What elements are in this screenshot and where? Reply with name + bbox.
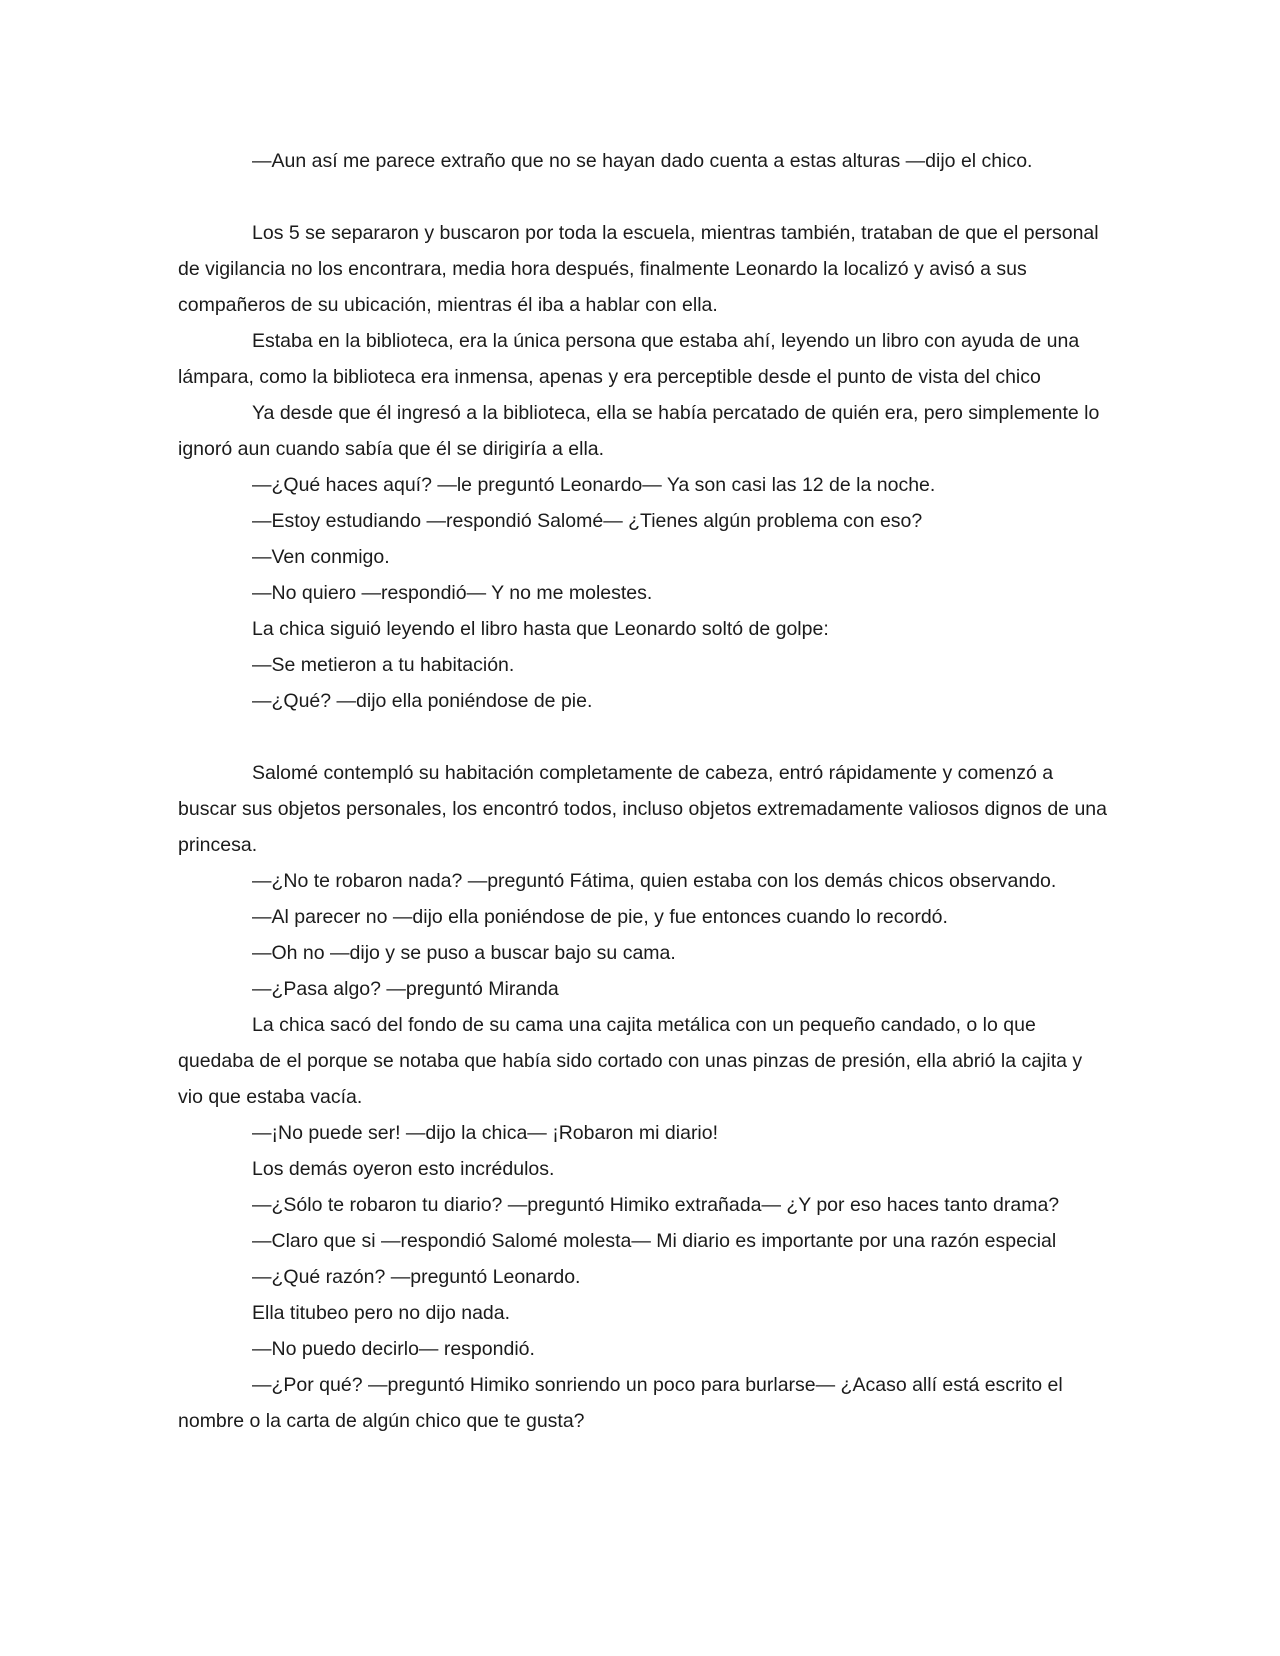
paragraph: —¿Qué haces aquí? —le preguntó Leonardo— Ya son casi las 12 de la noche. xyxy=(252,474,936,496)
paragraph-spacer xyxy=(178,719,1108,755)
paragraph: Ella titubeo pero no dijo nada. xyxy=(252,1302,511,1324)
paragraph: —Oh no —dijo y se puso a buscar bajo su cama. xyxy=(252,942,676,964)
paragraph: —Estoy estudiando —respondió Salomé— ¿Tienes algún problema con eso? xyxy=(252,510,923,532)
paragraph: —¿Por qué? —preguntó Himiko sonriendo un poco para burlarse— ¿Acaso allí está escrito el nombre o la carta de algún chico que te gusta? xyxy=(178,1374,1063,1432)
paragraph: —Claro que si —respondió Salomé molesta— Mi diario es importante por una razón especial xyxy=(252,1230,1057,1252)
paragraph: —¿Qué? —dijo ella poniéndose de pie. xyxy=(252,690,593,712)
paragraph: La chica sacó del fondo de su cama una cajita metálica con un pequeño candado, o lo que quedaba de el porque se notaba que había sido cortado con unas pinzas de presión, ella abrió la cajita y vio que estaba vacía. xyxy=(178,1014,1083,1108)
document-body xyxy=(178,143,1108,1439)
paragraph: Los 5 se separaron y buscaron por toda la escuela, mientras también, trataban de que el personal de vigilancia no los encontrara, media hora después, finalmente Leonardo la localizó y avisó a sus compañeros de su ubicación, mientras él iba a hablar con ella. xyxy=(178,222,1099,316)
paragraph: —¿Sólo te robaron tu diario? —preguntó Himiko extrañada— ¿Y por eso haces tanto drama? xyxy=(252,1194,1060,1216)
paragraph: —¿Qué razón? —preguntó Leonardo. xyxy=(252,1266,581,1288)
paragraph: —Al parecer no —dijo ella poniéndose de pie, y fue entonces cuando lo recordó. xyxy=(252,906,948,928)
paragraph: —No puedo decirlo— respondió. xyxy=(252,1338,535,1360)
paragraph: Ya desde que él ingresó a la biblioteca, ella se había percatado de quién era, pero simplemente lo ignoró aun cuando sabía que él se dirigiría a ella. xyxy=(178,402,1100,460)
paragraph-spacer xyxy=(178,179,1108,215)
paragraph: La chica siguió leyendo el libro hasta que Leonardo soltó de golpe: xyxy=(252,618,829,640)
paragraph: Salomé contempló su habitación completamente de cabeza, entró rápidamente y comenzó a buscar sus objetos personales, los encontró todos, incluso objetos extremadamente valiosos dignos de una princesa. xyxy=(178,762,1107,856)
paragraph: —¿No te robaron nada? —preguntó Fátima, quien estaba con los demás chicos observando. xyxy=(252,870,1057,892)
paragraph: —No quiero —respondió— Y no me molestes. xyxy=(252,582,653,604)
paragraph: —¿Pasa algo? —preguntó Miranda xyxy=(252,978,559,1000)
paragraph: —Ven conmigo. xyxy=(252,546,390,568)
paragraph: —¡No puede ser! —dijo la chica— ¡Robaron mi diario! xyxy=(252,1122,719,1144)
paragraph: —Se metieron a tu habitación. xyxy=(252,654,515,676)
paragraph: Los demás oyeron esto incrédulos. xyxy=(252,1158,555,1180)
paragraph: Estaba en la biblioteca, era la única persona que estaba ahí, leyendo un libro con ayuda de una lámpara, como la biblioteca era inmensa, apenas y era perceptible desde el punto de vista del chico xyxy=(178,330,1080,388)
paragraph: —Aun así me parece extraño que no se hayan dado cuenta a estas alturas —dijo el chico. xyxy=(252,150,1033,172)
